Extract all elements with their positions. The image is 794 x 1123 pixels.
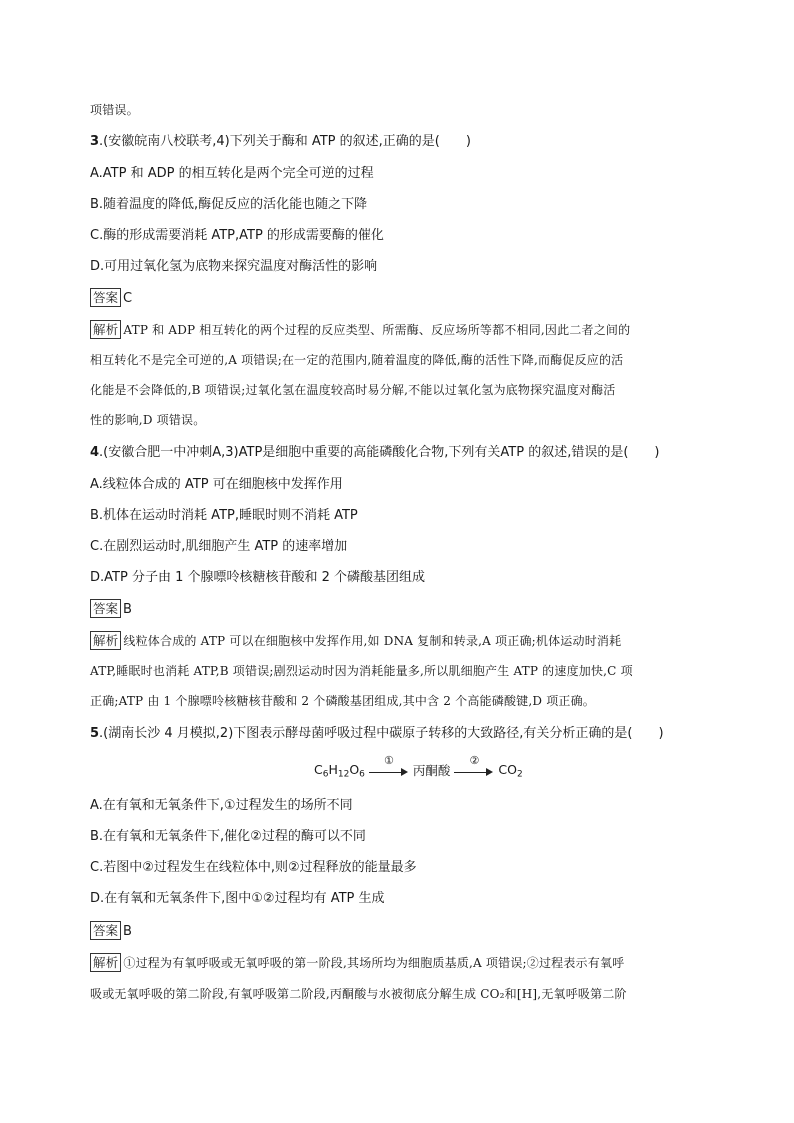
explanation-text: 线粒体合成的 ATP 可以在细胞核中发挥作用,如 DNA 复制和转录,A 项正确;机体运动时消耗 xyxy=(123,634,622,648)
continued-text: 项错误。 xyxy=(90,103,139,117)
step-2-label: ② xyxy=(469,754,480,767)
question-4-option-a: A.线粒体合成的 ATP 可在细胞核中发挥作用 xyxy=(90,477,343,492)
formula-co: CO xyxy=(498,761,517,777)
step-1-label: ① xyxy=(383,754,394,767)
question-3-explanation-line: 相互转化不是完全可逆的,A 项错误;在一定的范围内,随着温度的降低,酶的活性下降,而酶促反应的活 xyxy=(90,353,624,367)
question-5-option-d: D.在有氧和无氧条件下,图中①②过程均有 ATP 生成 xyxy=(90,891,385,906)
question-3-explanation-line: 化能是不会降低的,B 项错误;过氧化氢在温度较高时易分解,不能以过氧化氢为底物探究温度对酶活 xyxy=(90,383,616,397)
answer-value: B xyxy=(123,924,132,939)
question-5-option-c: C.若图中②过程发生在线粒体中,则②过程释放的能量最多 xyxy=(90,860,417,875)
answer-tag: 答案 xyxy=(90,599,121,618)
arrow-head-icon xyxy=(401,768,408,776)
question-3-explanation-line xyxy=(90,320,630,340)
explanation-tag: 解析 xyxy=(90,953,121,972)
question-3-explanation-line: 性的影响,D 项错误。 xyxy=(90,413,206,427)
question-3-option-c: C.酶的形成需要消耗 ATP,ATP 的形成需要酶的催化 xyxy=(90,228,384,243)
co2-formula xyxy=(498,761,522,780)
question-3-stem xyxy=(90,132,471,152)
answer-value: C xyxy=(123,291,133,306)
question-4-text: .(安徽合肥一中冲刺A,3)ATP是细胞中重要的高能磷酸化合物,下列有关ATP 的叙述,错误的是( ) xyxy=(99,445,660,460)
answer-tag: 答案 xyxy=(90,921,121,940)
formula-sub: 6 xyxy=(322,769,329,780)
question-4-option-b: B.机体在运动时消耗 ATP,睡眠时则不消耗 ATP xyxy=(90,508,358,523)
question-5-option-a: A.在有氧和无氧条件下,①过程发生的场所不同 xyxy=(90,798,353,813)
question-3-text: .(安徽皖南八校联考,4)下列关于酶和 ATP 的叙述,正确的是( ) xyxy=(99,134,471,149)
pyruvate-label: 丙酮酸 xyxy=(412,763,451,778)
question-3-option-a: A.ATP 和 ADP 的相互转化是两个完全可逆的过程 xyxy=(90,166,374,181)
arrow-shaft xyxy=(369,772,403,773)
question-5-explanation-line: 吸或无氧呼吸的第二阶段,有氧呼吸第二阶段,丙酮酸与水被彻底分解生成 CO₂和[H],无氧呼吸第二阶 xyxy=(90,987,627,1001)
formula-sub: 12 xyxy=(337,769,350,780)
glucose-formula xyxy=(314,761,365,780)
question-3-option-d: D.可用过氧化氢为底物来探究温度对酶活性的影响 xyxy=(90,259,378,274)
explanation-tag: 解析 xyxy=(90,631,121,650)
formula-sub: 6 xyxy=(359,769,365,780)
question-5-answer xyxy=(90,921,132,942)
explanation-text: ①过程为有氧呼吸或无氧呼吸的第一阶段,其场所均为细胞质基质,A 项错误;②过程表示有氧呼 xyxy=(123,956,625,970)
question-4-explanation-line xyxy=(90,631,621,651)
formula-o: O xyxy=(349,761,360,777)
respiration-pathway-formula xyxy=(314,754,523,780)
question-4-explanation-line: ATP,睡眠时也消耗 ATP,B 项错误;剧烈运动时因为消耗能量多,所以肌细胞产生 ATP 的速度加快,C 项 xyxy=(90,664,633,678)
question-4-option-d: D.ATP 分子由 1 个腺嘌呤核糖核苷酸和 2 个磷酸基团组成 xyxy=(90,570,426,585)
explanation-text: ATP 和 ADP 相互转化的两个过程的反应类型、所需酶、反应场所等都不相同,因此二者之间的 xyxy=(123,323,631,337)
formula-sub: 2 xyxy=(516,769,523,780)
question-4-number: 4 xyxy=(90,445,100,460)
answer-value: B xyxy=(123,602,132,617)
question-5-text: .(湖南长沙 4 月模拟,2)下图表示酵母菌呼吸过程中碳原子转移的大致路径,有关分析正确的是( ) xyxy=(99,726,664,741)
explanation-tag: 解析 xyxy=(90,320,121,339)
question-5-option-b: B.在有氧和无氧条件下,催化②过程的酶可以不同 xyxy=(90,829,366,844)
question-4-option-c: C.在剧烈运动时,肌细胞产生 ATP 的速率增加 xyxy=(90,539,348,554)
question-3-answer xyxy=(90,288,132,309)
question-5-explanation-line xyxy=(90,953,624,973)
question-4-answer xyxy=(90,599,132,620)
answer-tag: 答案 xyxy=(90,288,121,307)
question-4-explanation-line: 正确;ATP 由 1 个腺嘌呤核糖核苷酸和 2 个磷酸基团组成,其中含 2 个高能磷酸键,D 项正确。 xyxy=(90,694,596,708)
question-4-stem xyxy=(90,443,660,463)
arrow-head-icon xyxy=(486,768,493,776)
formula-h: H xyxy=(328,761,338,777)
question-5-stem xyxy=(90,724,664,744)
question-5-number: 5 xyxy=(90,726,100,741)
arrow-step-1 xyxy=(369,754,409,780)
arrow-step-2 xyxy=(454,754,494,780)
arrow-shaft xyxy=(454,772,488,773)
question-3-option-b: B.随着温度的降低,酶促反应的活化能也随之下降 xyxy=(90,197,368,212)
question-3-number: 3 xyxy=(90,134,100,149)
formula-c: C xyxy=(314,761,323,777)
